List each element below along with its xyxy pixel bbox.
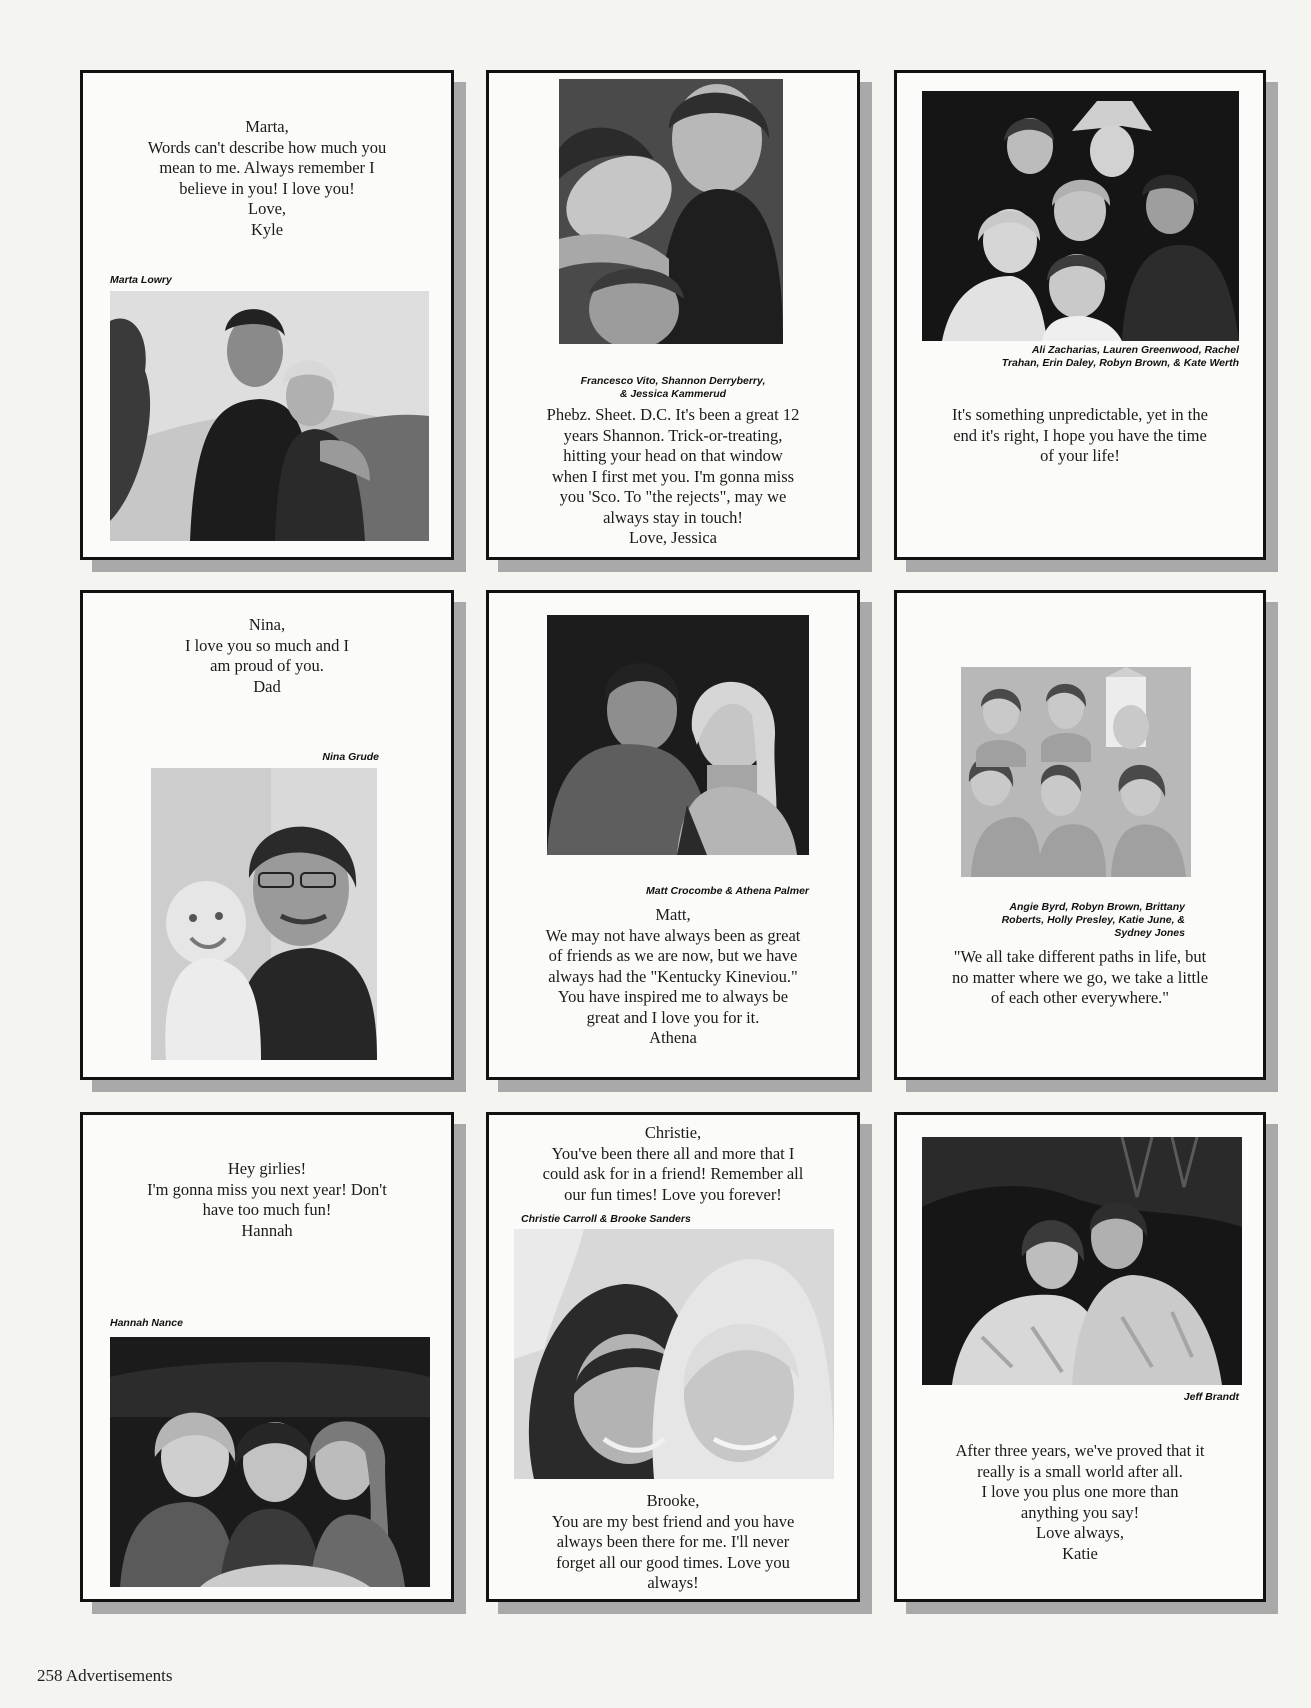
ad-card-christie — [486, 1112, 860, 1602]
photo-trio — [110, 1337, 430, 1587]
card-message — [897, 1441, 1263, 1564]
text-line: "We all take different paths in life, but — [953, 947, 1207, 966]
text-line: Dad — [253, 676, 281, 696]
card-message-top — [489, 1123, 857, 1205]
text-line: always been there for me. I'll never — [556, 1532, 790, 1551]
photo-couple — [547, 615, 809, 855]
text-line: Hannah Nance — [110, 1317, 183, 1329]
text-line: have too much fun! — [202, 1200, 332, 1219]
text-line: years Shannon. Trick-or-treating, — [563, 425, 783, 445]
text-line: Love, Jessica — [629, 528, 717, 547]
text-line: Angie Byrd, Robyn Brown, Brittany — [1009, 901, 1185, 913]
ad-card-matt — [486, 590, 860, 1080]
text-line: You've been there all and more that I — [551, 1143, 795, 1163]
text-line: Christie Carroll & Brooke Sanders — [521, 1213, 691, 1225]
text-line: Christie, — [644, 1123, 702, 1142]
ad-card-group1 — [894, 70, 1266, 560]
text-line: Matt, — [655, 905, 691, 924]
photo-group — [961, 667, 1191, 877]
text-line: Hey girlies! — [227, 1159, 307, 1178]
text-line: believe in you! I love you! — [179, 178, 355, 198]
card-message — [897, 405, 1263, 467]
photo-caption — [110, 274, 172, 287]
text-line: forget all our good times. Love you — [556, 1552, 790, 1572]
text-line: always had the "Kentucky Kineviou." — [548, 966, 798, 986]
text-line: It's something unpredictable, yet in the — [952, 405, 1208, 424]
text-line: always! — [647, 1573, 699, 1592]
photo-caption — [1184, 1391, 1239, 1404]
text-line: great and I love you for it. — [586, 1007, 760, 1027]
text-line: Phebz. Sheet. D.C. It's been a great 12 — [546, 405, 800, 424]
text-line: Marta, — [245, 117, 289, 136]
text-line: mean to me. Always remember I — [159, 158, 375, 177]
text-line: Jeff Brandt — [1183, 1391, 1239, 1403]
photo-caption — [1002, 344, 1239, 370]
photo-duo — [514, 1229, 834, 1479]
text-line: really is a small world after all. — [977, 1461, 1183, 1481]
section-title: Advertisements — [65, 1666, 173, 1685]
text-line: anything you say! — [1020, 1502, 1140, 1522]
text-line: Marta Lowry — [110, 274, 172, 286]
text-line: Matt Crocombe & Athena Palmer — [646, 885, 809, 897]
text-line: Trahan, Erin Daley, Robyn Brown, & Kate Werth — [1001, 357, 1239, 369]
text-line: We may not have always been as great — [545, 925, 801, 945]
ad-card-jeff — [894, 1112, 1266, 1602]
ad-card-hannah — [80, 1112, 454, 1602]
text-line: Words can't describe how much you — [147, 137, 387, 157]
text-line: Hannah — [241, 1220, 293, 1240]
card-message-bottom — [489, 1491, 857, 1594]
text-line: our fun times! Love you forever! — [564, 1184, 782, 1204]
text-line: I love you plus one more than — [981, 1482, 1179, 1501]
card-message — [83, 1159, 451, 1241]
photo-caption — [646, 885, 809, 898]
text-line: hitting your head on that window — [563, 446, 783, 465]
photo-couple — [922, 1137, 1242, 1385]
text-line: end it's right, I hope you have the time — [953, 425, 1207, 445]
text-line: Love always, — [1036, 1523, 1124, 1542]
card-message — [489, 405, 857, 549]
photo-caption — [521, 1213, 691, 1226]
text-line: I'm gonna miss you next year! Don't — [147, 1179, 387, 1199]
text-line: After three years, we've proved that it — [955, 1441, 1205, 1460]
photo-caption — [322, 751, 379, 764]
text-line: You are my best friend and you have — [551, 1511, 795, 1531]
text-line: could ask for in a friend! Remember all — [542, 1164, 804, 1183]
text-line: Athena — [649, 1028, 697, 1047]
text-line: Francesco Vito, Shannon Derryberry, — [580, 375, 766, 387]
text-line: & Jessica Kammerud — [619, 388, 727, 400]
text-line: always stay in touch! — [603, 507, 743, 527]
photo-caption — [110, 1317, 183, 1330]
text-line: Sydney Jones — [1114, 927, 1185, 939]
photo-group — [922, 91, 1239, 341]
text-line: of each other everywhere." — [990, 988, 1170, 1007]
text-line: Love, — [247, 199, 287, 218]
card-message — [897, 947, 1263, 1009]
ad-card-shannon — [486, 70, 860, 560]
photo-couple — [110, 291, 429, 541]
page-footer — [37, 1666, 173, 1686]
text-line: Katie — [1062, 1543, 1098, 1563]
photo-caption — [1002, 901, 1185, 940]
text-line: of your life! — [1040, 446, 1120, 465]
text-line: Nina, — [248, 615, 286, 634]
photo-father-baby — [151, 768, 377, 1060]
text-line: when I first met you. I'm gonna miss — [551, 466, 795, 486]
text-line: you 'Sco. To "the rejects", may we — [559, 487, 787, 506]
card-message — [83, 615, 451, 697]
ad-card-nina — [80, 590, 454, 1080]
card-message — [489, 905, 857, 1049]
photo-caption — [489, 375, 857, 401]
ad-card-marta — [80, 70, 454, 560]
text-line: Kyle — [250, 219, 284, 239]
text-line: Ali Zacharias, Lauren Greenwood, Rachel — [1031, 344, 1239, 356]
page-number: 258 — [37, 1666, 63, 1685]
card-message — [83, 117, 451, 240]
text-line: You have inspired me to always be — [557, 987, 789, 1006]
photo-trio — [559, 79, 783, 344]
text-line: of friends as we are now, but we have — [548, 946, 798, 965]
ad-card-group2 — [894, 590, 1266, 1080]
text-line: Nina Grude — [322, 751, 379, 763]
text-line: am proud of you. — [210, 656, 324, 675]
text-line: Brooke, — [646, 1491, 700, 1510]
text-line: Roberts, Holly Presley, Katie June, & — [1001, 914, 1185, 926]
text-line: I love you so much and I — [184, 635, 350, 655]
text-line: no matter where we go, we take a little — [951, 967, 1209, 987]
